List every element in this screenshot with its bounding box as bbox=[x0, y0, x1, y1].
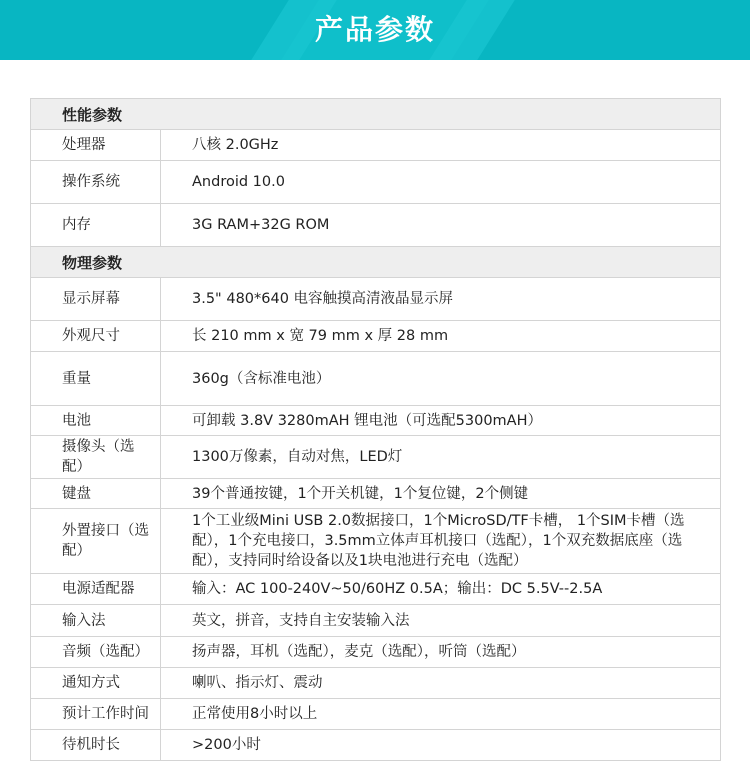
row-label: 显示屏幕 bbox=[31, 278, 161, 320]
table-row bbox=[30, 668, 721, 699]
section-title: 性能参数 bbox=[62, 105, 123, 124]
header-banner bbox=[0, 0, 750, 60]
page-title: 产品参数 bbox=[314, 13, 435, 46]
row-value: 长 210 mm x 宽 79 mm x 厚 28 mm bbox=[192, 328, 449, 344]
table-row bbox=[30, 574, 721, 605]
row-value: 扬声器，耳机（选配），麦克（选配），听筒（选配） bbox=[192, 644, 526, 660]
row-value: 360g（含标准电池） bbox=[192, 370, 331, 387]
section-title: 物理参数 bbox=[62, 253, 123, 272]
row-value: 输入：AC 100-240V~50/60HZ 0.5A；输出：DC 5.5V--2.5A bbox=[192, 581, 603, 597]
table-row bbox=[30, 406, 721, 436]
table-row bbox=[30, 161, 721, 204]
section-header-performance bbox=[30, 99, 721, 130]
table-row bbox=[30, 130, 721, 161]
row-value: 39个普通按键，1个开关机键，1个复位键，2个侧键 bbox=[192, 485, 529, 502]
table-row bbox=[30, 436, 721, 479]
row-value: 正常使用8小时以上 bbox=[192, 706, 318, 722]
row-value: 1个工业级Mini USB 2.0数据接口，1个MicroSD/TF卡槽， 1个SIM卡槽（选配），1个充电接口，3.5mm立体声耳机接口（选配），1个双充数据底座（选配），支持同时给设备以及1块电池进行充电（选配） bbox=[192, 513, 685, 569]
table-row bbox=[30, 278, 721, 321]
row-label: 操作系统 bbox=[31, 161, 161, 203]
row-value: Android 10.0 bbox=[192, 174, 285, 190]
row-label: 预计工作时间 bbox=[31, 699, 161, 729]
table-row bbox=[30, 321, 721, 352]
row-value: 3.5" 480*640 电容触摸高清液晶显示屏 bbox=[192, 291, 454, 307]
row-label: 键盘 bbox=[31, 479, 161, 508]
row-label: 外置接口（选配） bbox=[31, 509, 161, 573]
spec-table bbox=[30, 98, 721, 761]
table-row bbox=[30, 479, 721, 509]
table-row bbox=[30, 605, 721, 637]
row-value: 1300万像素，自动对焦，LED灯 bbox=[192, 449, 403, 465]
row-label: 待机时长 bbox=[31, 730, 161, 760]
table-row bbox=[30, 509, 721, 574]
table-row bbox=[30, 637, 721, 668]
row-value: >200小时 bbox=[192, 737, 261, 753]
table-row bbox=[30, 699, 721, 730]
table-row bbox=[30, 352, 721, 406]
row-label: 电源适配器 bbox=[31, 574, 161, 604]
row-label: 音频（选配） bbox=[31, 637, 161, 667]
row-value: 八核 2.0GHz bbox=[192, 137, 279, 153]
row-label: 重量 bbox=[31, 352, 161, 405]
row-label: 电池 bbox=[31, 406, 161, 435]
section-header-physical bbox=[30, 247, 721, 278]
row-value: 可卸载 3.8V 3280mAH 锂电池（可选配5300mAH） bbox=[192, 412, 543, 429]
row-label: 摄像头（选配） bbox=[31, 436, 161, 478]
row-label: 输入法 bbox=[31, 605, 161, 636]
row-value: 喇叭、指示灯、震动 bbox=[192, 675, 323, 691]
row-label: 处理器 bbox=[31, 130, 161, 160]
row-value: 3G RAM+32G ROM bbox=[192, 217, 330, 233]
row-value: 英文，拼音，支持自主安装输入法 bbox=[192, 612, 410, 629]
table-row bbox=[30, 730, 721, 761]
table-row bbox=[30, 204, 721, 247]
row-label: 通知方式 bbox=[31, 668, 161, 698]
row-label: 内存 bbox=[31, 204, 161, 246]
row-label: 外观尺寸 bbox=[31, 321, 161, 351]
